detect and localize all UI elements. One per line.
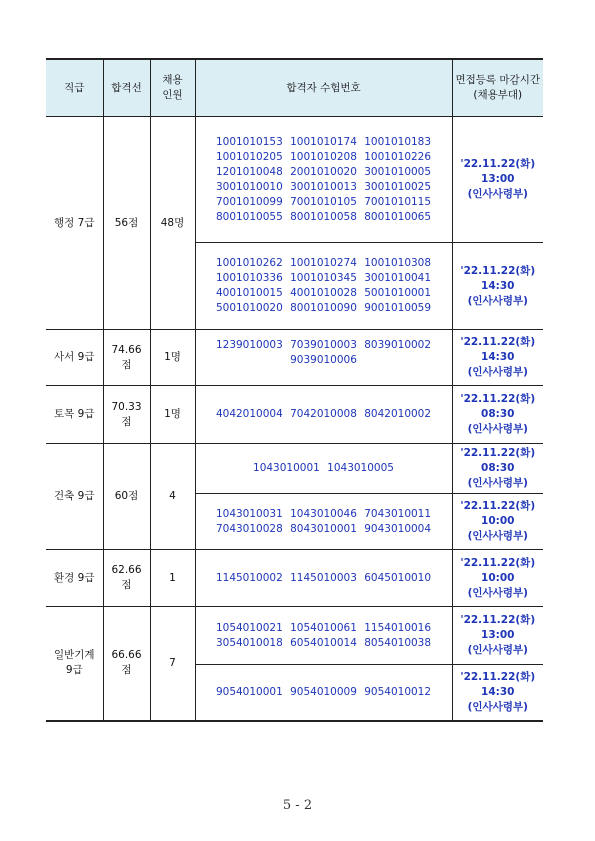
passer-numbers-line: 3054010018 6054010014 8054010038 xyxy=(215,636,432,649)
deadline-date: '22.11.22(화) xyxy=(460,500,536,512)
header-deadline-line: (채용부대) xyxy=(473,89,523,101)
passer-numbers-cell xyxy=(195,243,452,330)
cutoff-cell: 70.33 점 xyxy=(103,386,150,444)
passer-numbers-cell xyxy=(195,117,452,243)
openings-cell: 1 xyxy=(150,550,195,607)
passer-numbers-line: 1054010021 1054010061 1154010016 xyxy=(215,621,432,634)
deadline-unit: (인사사령부) xyxy=(467,700,528,713)
openings-cell: 1명 xyxy=(150,330,195,386)
passer-numbers-cell xyxy=(195,330,452,386)
position-cell: 환경 9급 xyxy=(46,550,103,607)
table-row xyxy=(46,550,543,607)
passer-numbers-line: 1001010205 1001010208 1001010226 xyxy=(215,150,432,163)
passer-numbers-cell xyxy=(195,607,452,665)
deadline-cell xyxy=(452,330,543,386)
passer-numbers-line: 5001010020 8001010090 9001010059 xyxy=(215,302,432,314)
passer-numbers-cell xyxy=(195,494,452,550)
header-openings xyxy=(150,59,195,117)
openings-cell: 4 xyxy=(150,444,195,550)
page-number: 5 - 2 xyxy=(282,798,313,813)
deadline-cell xyxy=(452,494,543,550)
passer-numbers-line: 1201010048 2001010020 3001010005 xyxy=(215,165,432,178)
passer-numbers-line: 1043010001 1043010005 xyxy=(253,462,394,474)
passer-numbers-cell xyxy=(195,550,452,607)
passer-numbers-line: 9039010006 xyxy=(290,354,357,366)
passer-numbers-cell xyxy=(195,665,452,721)
deadline-time: 10:00 xyxy=(481,571,515,584)
deadline-unit: (인사사령부) xyxy=(467,586,528,599)
deadline-cell xyxy=(452,550,543,607)
position-cell: 토목 9급 xyxy=(46,386,103,444)
passer-numbers-line: 1001010336 1001010345 3001010041 xyxy=(215,272,432,284)
passer-numbers-line: 7043010028 8043010001 9043010004 xyxy=(215,522,432,535)
deadline-unit: (인사사령부) xyxy=(467,530,528,542)
passer-numbers-line: 3001010010 3001010013 3001010025 xyxy=(215,180,432,193)
passer-numbers-line: 1145010002 1145010003 6045010010 xyxy=(215,571,432,584)
deadline-date: '22.11.22(화) xyxy=(460,393,536,405)
deadline-cell xyxy=(452,665,543,721)
header-openings-line: 인원 xyxy=(162,89,183,101)
position-cell: 일반기계 9급 xyxy=(46,607,103,721)
passer-numbers-line: 4001010015 4001010028 5001010001 xyxy=(215,287,432,299)
deadline-time: 14:30 xyxy=(481,279,515,292)
header-row xyxy=(46,59,543,117)
openings-cell: 1명 xyxy=(150,386,195,444)
table-row xyxy=(46,386,543,444)
results-table xyxy=(46,58,543,722)
deadline-cell xyxy=(452,117,543,243)
deadline-time: 14:30 xyxy=(481,351,515,363)
passer-numbers-line: 7001010099 7001010105 7001010115 xyxy=(215,195,432,208)
deadline-unit: (인사사령부) xyxy=(467,294,528,307)
deadline-date: '22.11.22(화) xyxy=(460,447,536,459)
deadline-date: '22.11.22(화) xyxy=(460,336,536,348)
passer-numbers-cell xyxy=(195,386,452,444)
deadline-date: '22.11.22(화) xyxy=(460,614,536,626)
header-deadline-line: 면접등록 마감시간 xyxy=(455,74,540,86)
deadline-cell xyxy=(452,386,543,444)
deadline-date: '22.11.22(화) xyxy=(460,670,536,683)
table-row xyxy=(46,607,543,665)
cutoff-cell: 66.66 점 xyxy=(103,607,150,721)
table-row xyxy=(46,117,543,243)
deadline-time: 13:00 xyxy=(481,173,515,185)
deadline-unit: (인사사령부) xyxy=(467,477,528,489)
cutoff-cell: 60점 xyxy=(103,444,150,550)
passer-numbers-line: 1043010031 1043010046 7043010011 xyxy=(215,507,432,520)
deadline-time: 13:00 xyxy=(481,629,515,641)
deadline-time: 08:30 xyxy=(481,462,515,474)
deadline-cell xyxy=(452,607,543,665)
deadline-time: 14:30 xyxy=(481,685,515,698)
passer-numbers-line: 1001010262 1001010274 1001010308 xyxy=(215,257,432,269)
deadline-unit: (인사사령부) xyxy=(467,366,528,378)
openings-cell: 7 xyxy=(150,607,195,721)
deadline-date: '22.11.22(화) xyxy=(460,264,536,277)
passer-numbers-line: 1239010003 7039010003 8039010002 xyxy=(215,339,432,351)
cutoff-cell: 74.66 점 xyxy=(103,330,150,386)
passer-numbers-line: 1001010153 1001010174 1001010183 xyxy=(215,135,432,148)
deadline-time: 08:30 xyxy=(481,408,515,420)
deadline-date: '22.11.22(화) xyxy=(460,158,536,170)
header-cutoff: 합격선 xyxy=(103,59,150,117)
header-openings-line: 채용 xyxy=(162,74,183,86)
deadline-cell xyxy=(452,243,543,330)
deadline-unit: (인사사령부) xyxy=(467,188,528,200)
deadline-unit: (인사사령부) xyxy=(467,644,528,656)
passer-numbers-line: 8001010055 8001010058 8001010065 xyxy=(215,210,432,223)
position-cell: 건축 9급 xyxy=(46,444,103,550)
deadline-cell xyxy=(452,444,543,494)
position-cell: 행정 7급 xyxy=(46,117,103,330)
passer-numbers-line: 9054010001 9054010009 9054010012 xyxy=(215,685,432,698)
passer-numbers-line: 4042010004 7042010008 8042010002 xyxy=(215,408,432,420)
deadline-date: '22.11.22(화) xyxy=(460,556,536,569)
cutoff-cell: 56점 xyxy=(103,117,150,330)
header-deadline xyxy=(452,59,543,117)
deadline-time: 10:00 xyxy=(481,515,515,527)
header-passer-numbers: 합격자 수험번호 xyxy=(195,59,452,117)
passer-numbers-cell xyxy=(195,444,452,494)
position-cell: 사서 9급 xyxy=(46,330,103,386)
cutoff-cell: 62.66 점 xyxy=(103,550,150,607)
header-position: 직급 xyxy=(46,59,103,117)
deadline-unit: (인사사령부) xyxy=(467,423,528,435)
openings-cell: 48명 xyxy=(150,117,195,330)
table-row xyxy=(46,444,543,494)
table-row xyxy=(46,330,543,386)
